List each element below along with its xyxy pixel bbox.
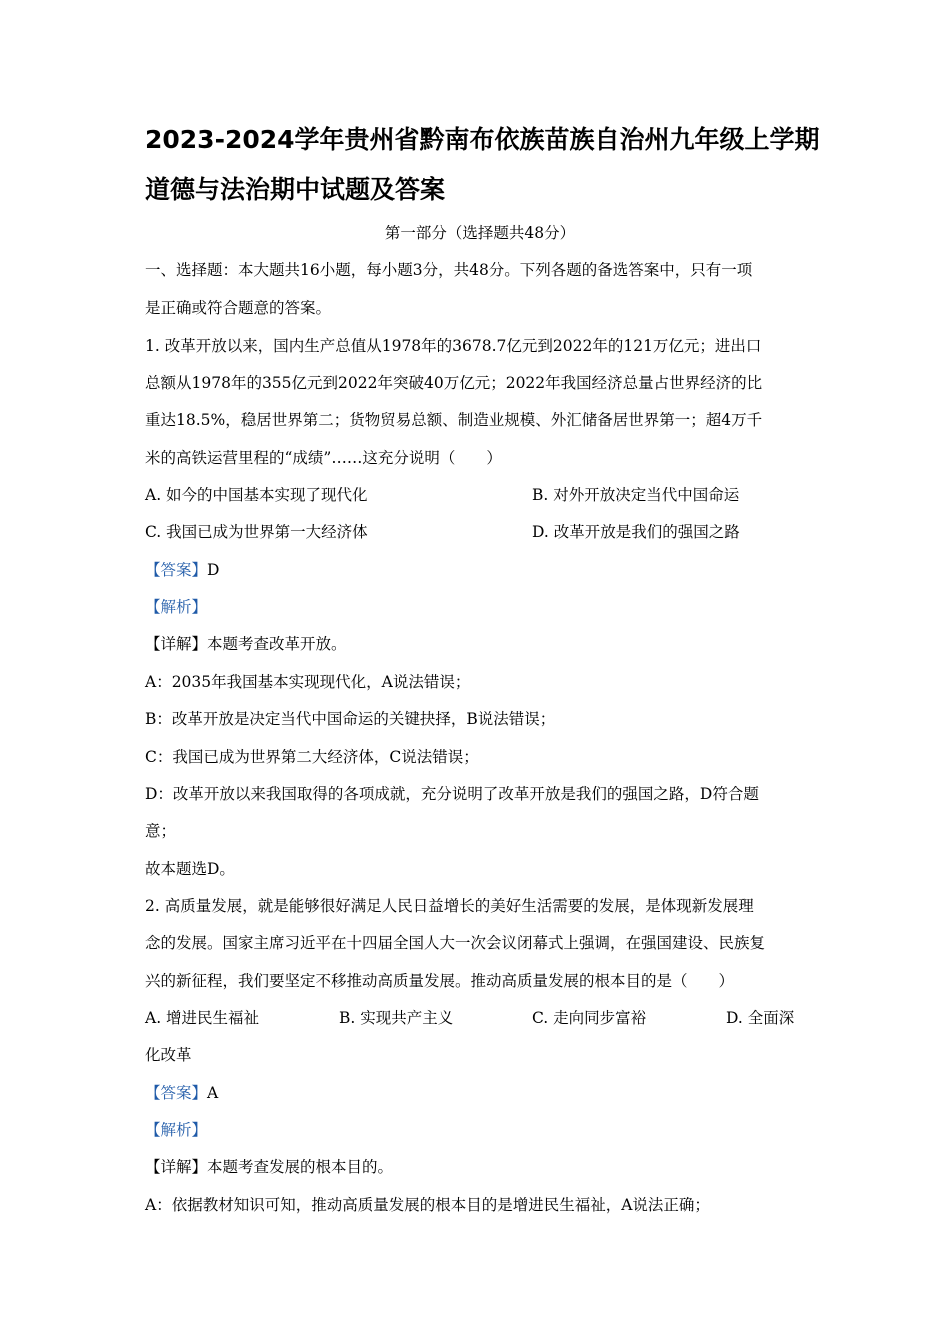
q2-option-d-wrap: 化改革 bbox=[145, 1046, 192, 1064]
q1-stem-line: 1. 改革开放以来，国内生产总值从1978年的3678.7亿元到2022年的121万亿元；进出口 bbox=[145, 337, 762, 355]
q1-answer bbox=[145, 558, 815, 582]
detail-tag: 【详解】 bbox=[145, 635, 208, 653]
answer-value: D bbox=[207, 561, 220, 579]
q1-stem-line: 总额从1978年的355亿元到2022年突破40万亿元；2022年我国经济总量占世界经济的比 bbox=[145, 374, 763, 392]
q2-stem-line: 兴的新征程，我们要坚定不移推动高质量发展。推动高质量发展的根本目的是（ ） bbox=[145, 972, 735, 990]
q2-option-b: B. 实现共产主义 bbox=[339, 1009, 454, 1027]
q2-stem-line: 念的发展。国家主席习近平在十四届全国人大一次会议闭幕式上强调，在强国建设、民族复 bbox=[145, 934, 766, 952]
q1-explanation-line: 意； bbox=[145, 822, 177, 840]
instructions-line: 一、选择题：本大题共16小题，每小题3分，共48分。下列各题的备选答案中，只有一项 bbox=[145, 261, 753, 279]
answer-value: A bbox=[207, 1084, 219, 1102]
q2-explanation-line: A：依据教材知识可知，推动高质量发展的根本目的是增进民生福祉，A说法正确； bbox=[145, 1196, 710, 1214]
q1-option-c: C. 我国已成为世界第一大经济体 bbox=[145, 523, 368, 541]
q2-stem-line: 2. 高质量发展，就是能够很好满足人民日益增长的美好生活需要的发展，是体现新发展理 bbox=[145, 897, 754, 915]
q1-explanation-line: A：2035年我国基本实现现代化，A说法错误； bbox=[145, 673, 471, 691]
q1-explanation-line: B：改革开放是决定当代中国命运的关键抉择，B说法错误； bbox=[145, 710, 556, 728]
q2-option-a: A. 增进民生福祉 bbox=[145, 1009, 260, 1027]
document-title-line-1: 2023-2024学年贵州省黔南布依族苗族自治州九年级上学期 bbox=[145, 125, 820, 154]
q1-option-a: A. 如今的中国基本实现了现代化 bbox=[145, 486, 368, 504]
part-heading: 第一部分（选择题共48分） bbox=[384, 224, 576, 242]
q1-stem-line: 米的高铁运营里程的“成绩”……这充分说明（ ） bbox=[145, 449, 502, 467]
q2-detail bbox=[145, 1155, 815, 1179]
analysis-tag: 【解析】 bbox=[145, 598, 208, 616]
detail-text: 本题考查改革开放。 bbox=[207, 635, 347, 653]
q1-stem-line: 重达18.5%，稳居世界第二；货物贸易总额、制造业规模、外汇储备居世界第一；超4万千 bbox=[145, 411, 763, 429]
q2-analysis bbox=[145, 1118, 815, 1142]
q1-analysis bbox=[145, 595, 815, 619]
q1-detail bbox=[145, 632, 815, 656]
q1-option-d: D. 改革开放是我们的强国之路 bbox=[532, 523, 740, 541]
detail-text: 本题考查发展的根本目的。 bbox=[207, 1158, 394, 1176]
analysis-tag: 【解析】 bbox=[145, 1121, 208, 1139]
detail-tag: 【详解】 bbox=[145, 1158, 208, 1176]
q2-option-d: D. 全面深 bbox=[726, 1009, 795, 1027]
q1-option-b: B. 对外开放决定当代中国命运 bbox=[532, 486, 740, 504]
answer-tag: 【答案】 bbox=[145, 561, 208, 579]
q1-explanation-line: C：我国已成为世界第二大经济体，C说法错误； bbox=[145, 748, 479, 766]
q1-explanation-line: 故本题选D。 bbox=[145, 860, 235, 878]
document-title-line-2: 道德与法治期中试题及答案 bbox=[145, 175, 446, 204]
q1-explanation-line: D：改革开放以来我国取得的各项成就，充分说明了改革开放是我们的强国之路，D符合题 bbox=[145, 785, 759, 803]
answer-tag: 【答案】 bbox=[145, 1084, 208, 1102]
instructions-line: 是正确或符合题意的答案。 bbox=[145, 299, 332, 317]
q2-option-c: C. 走向同步富裕 bbox=[532, 1009, 647, 1027]
q2-answer bbox=[145, 1081, 815, 1105]
